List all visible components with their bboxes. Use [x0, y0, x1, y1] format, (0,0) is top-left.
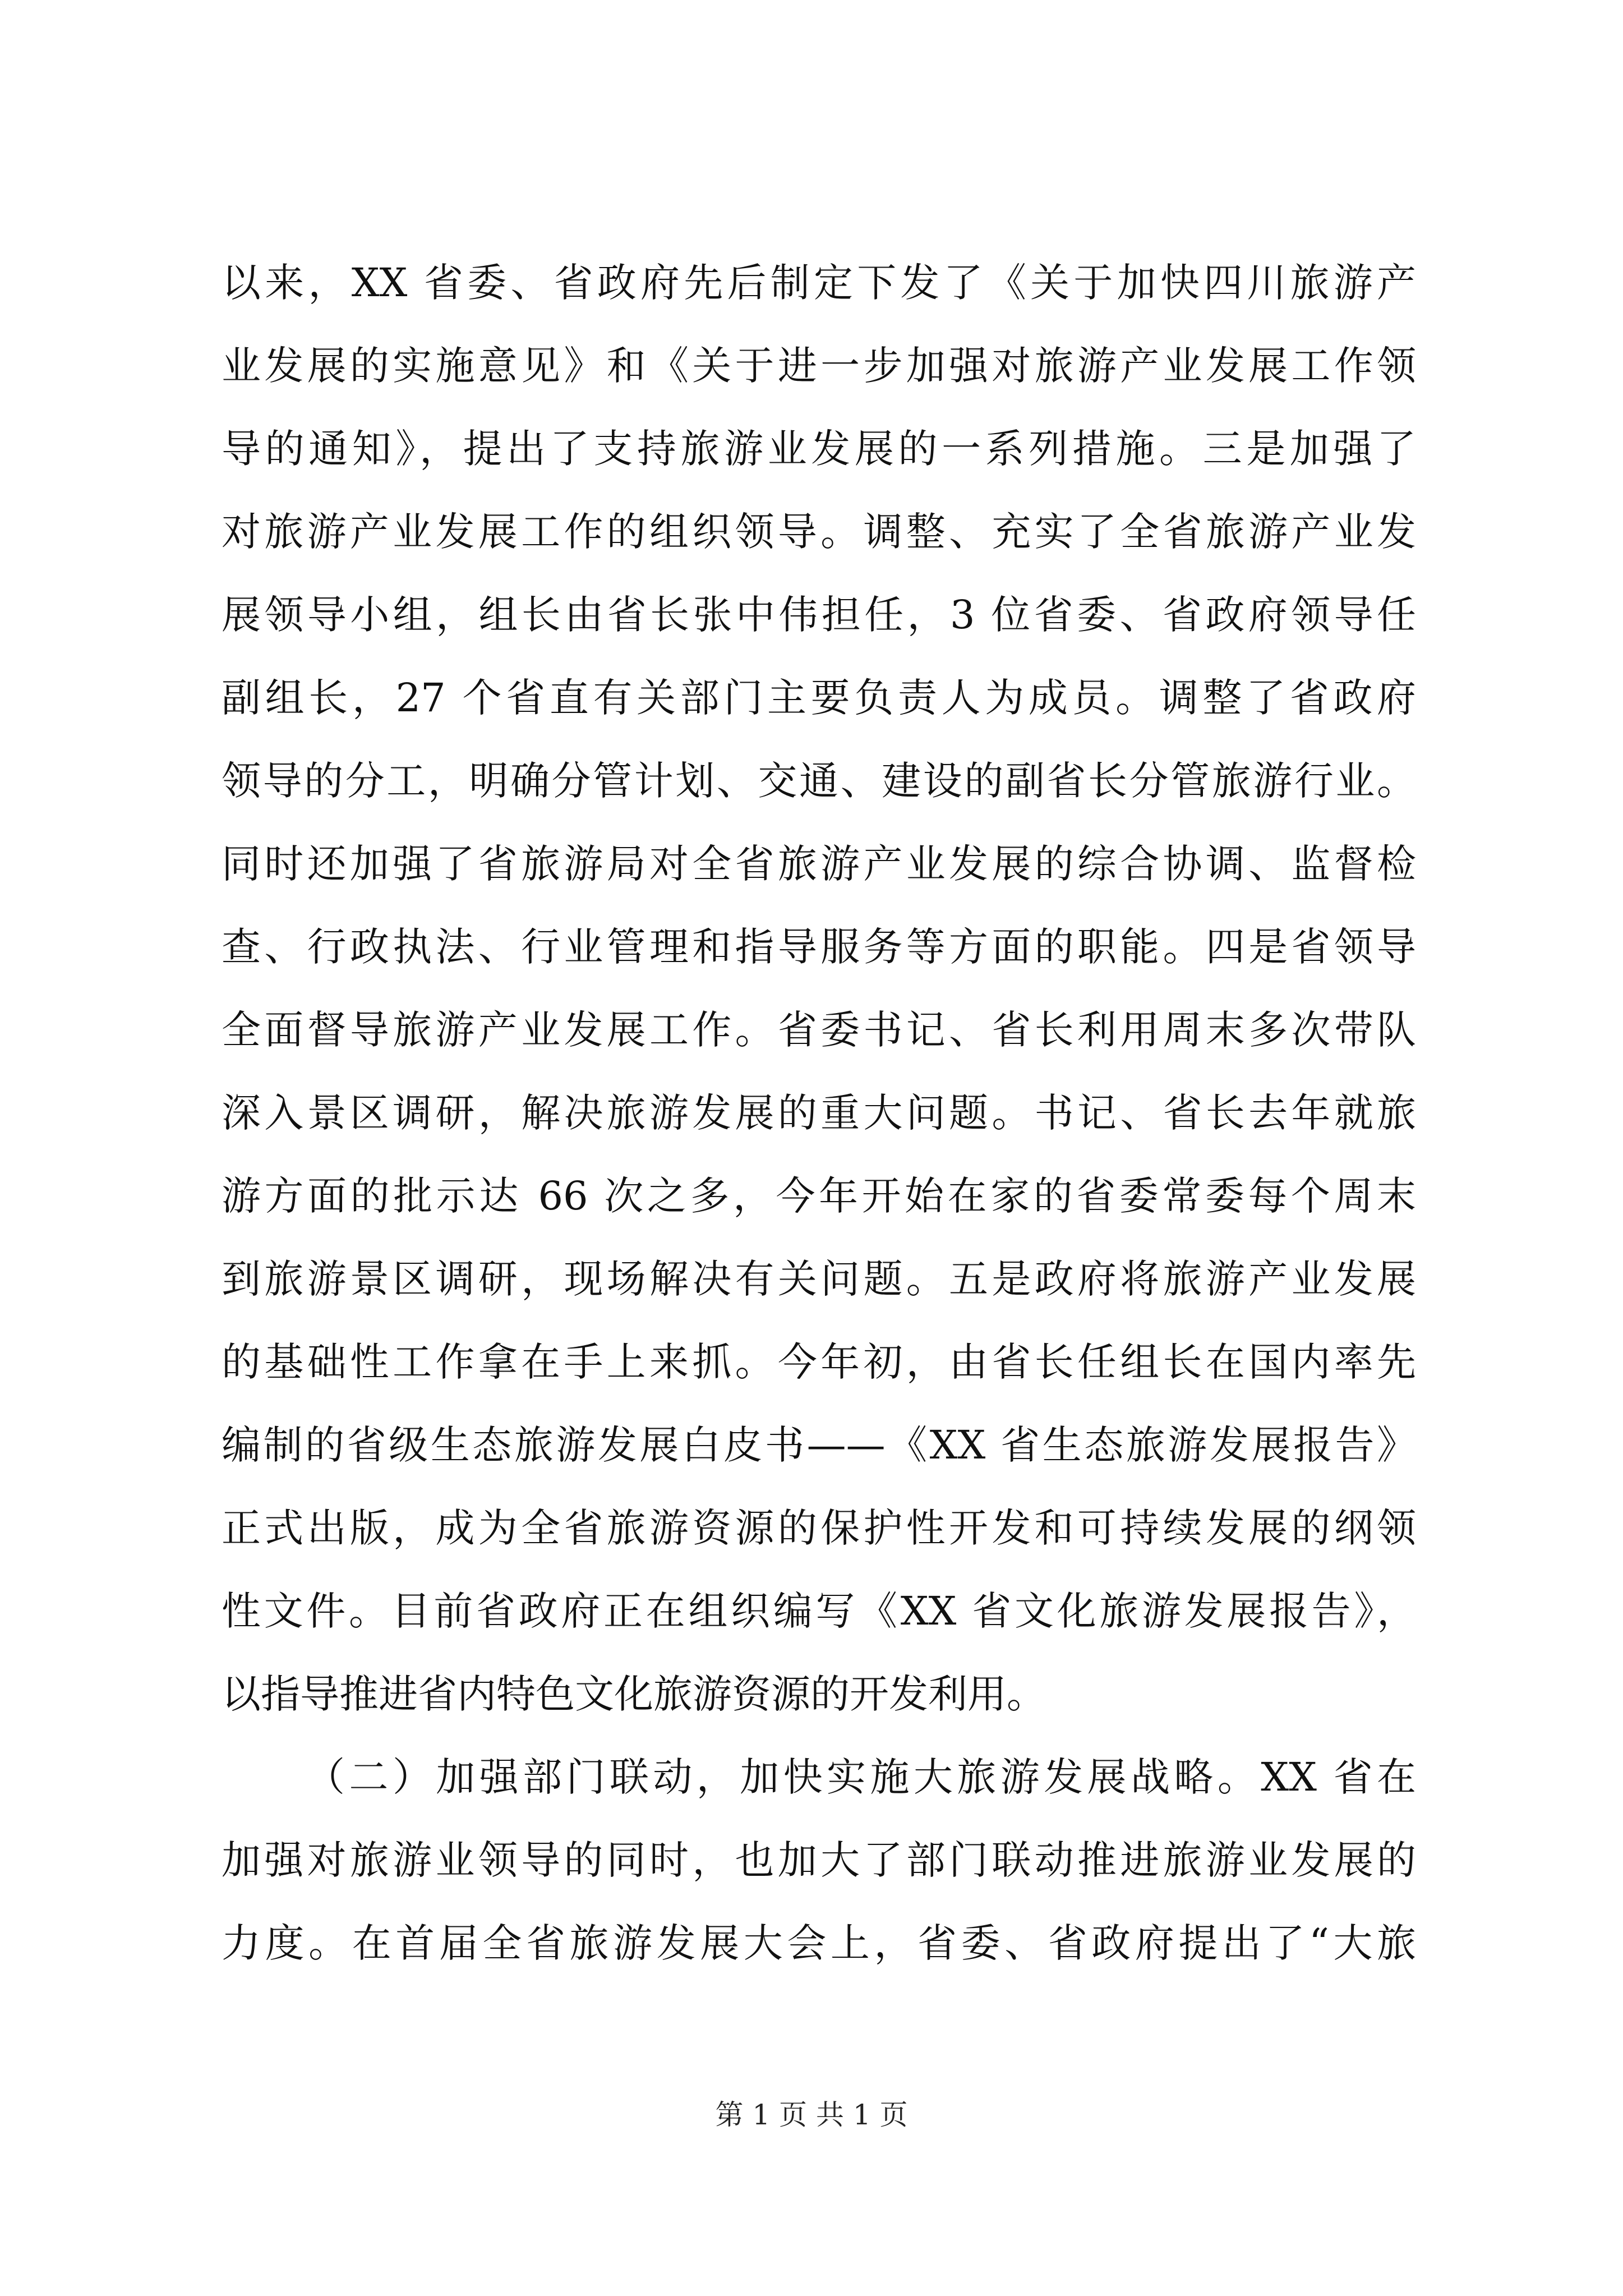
- text-line: 以来，XX 省委、省政府先后制定下发了《关于加快四川旅游产: [222, 260, 1416, 306]
- text-line: 领导的分工，明确分管计划、交通、建设的副省长分管旅游行业。: [222, 758, 1416, 804]
- text-line: 加强对旅游业领导的同时，也加大了部门联动推进旅游业发展的: [222, 1837, 1416, 1883]
- text-line: 的基础性工作拿在手上来抓。今年初，由省长任组长在国内率先: [222, 1339, 1416, 1385]
- paragraph-end-line: 以指导推进省内特色文化旅游资源的开发利用。: [222, 1671, 1046, 1717]
- text-line: 全面督导旅游产业发展工作。省委书记、省长利用周末多次带队: [222, 1007, 1416, 1053]
- text-line: 编制的省级生态旅游发展白皮书——《XX 省生态旅游发展报告》: [222, 1422, 1416, 1468]
- text-line: 导的通知》，提出了支持旅游业发展的一系列措施。三是加强了: [222, 426, 1416, 472]
- text-line: 到旅游景区调研，现场解决有关问题。五是政府将旅游产业发展: [222, 1256, 1416, 1302]
- text-line: 性文件。目前省政府正在组织编写《XX 省文化旅游发展报告》，: [222, 1588, 1416, 1634]
- body-text: [222, 241, 1416, 1985]
- text-line: 正式出版，成为全省旅游资源的保护性开发和可持续发展的纲领: [222, 1505, 1416, 1551]
- text-line: 同时还加强了省旅游局对全省旅游产业发展的综合协调、监督检: [222, 841, 1416, 887]
- text-line: 业发展的实施意见》和《关于进一步加强对旅游产业发展工作领: [222, 343, 1416, 389]
- page-footer: 第 1 页 共 1 页: [715, 2099, 908, 2131]
- text-line: 查、行政执法、行业管理和指导服务等方面的职能。四是省领导: [222, 924, 1416, 970]
- text-line: 力度。在首届全省旅游发展大会上，省委、省政府提出了“大旅: [222, 1920, 1416, 1966]
- text-line: 游方面的批示达 66 次之多，今年开始在家的省委常委每个周末: [222, 1173, 1416, 1219]
- text-line: 深入景区调研，解决旅游发展的重大问题。书记、省长去年就旅: [222, 1090, 1416, 1136]
- text-line: 副组长，27 个省直有关部门主要负责人为成员。调整了省政府: [222, 675, 1416, 721]
- text-line: 展领导小组，组长由省长张中伟担任，3 位省委、省政府领导任: [222, 592, 1416, 638]
- section-heading-line: （二）加强部门联动，加快实施大旅游发展战略。XX 省在: [306, 1754, 1416, 1800]
- text-line: 对旅游产业发展工作的组织领导。调整、充实了全省旅游产业发: [222, 509, 1416, 555]
